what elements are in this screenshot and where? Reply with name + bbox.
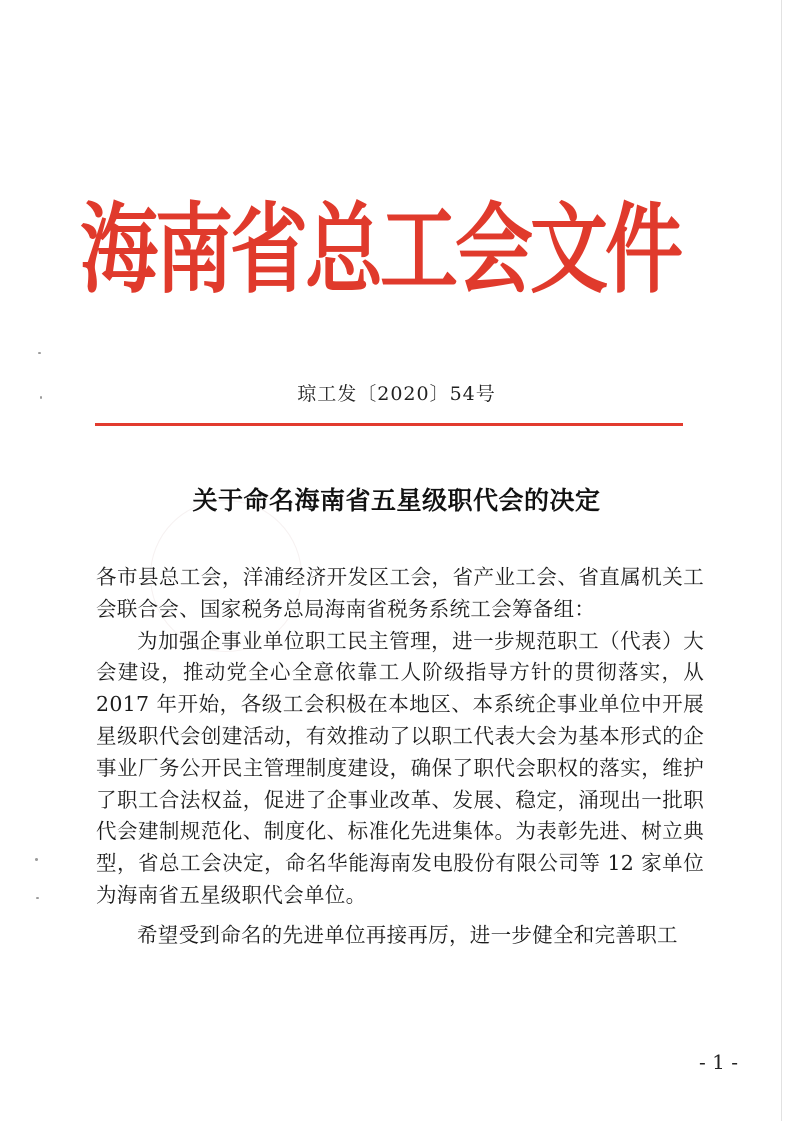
document-title: 关于命名海南省五星级职代会的决定 bbox=[192, 486, 601, 515]
scan-speck bbox=[36, 897, 39, 899]
scan-speck bbox=[35, 858, 38, 861]
document-body bbox=[96, 562, 704, 952]
scan-edge-line bbox=[781, 0, 782, 1121]
scan-speck bbox=[38, 352, 41, 354]
addressee-line: 各市县总工会，洋浦经济开发区工会，省产业工会、省直属机关工会联合会、国家税务总局海南省税务系统工会筹备组： bbox=[96, 565, 704, 621]
document-number: 琼工发〔2020〕54号 bbox=[297, 383, 496, 405]
red-separator-rule bbox=[95, 423, 683, 426]
page-number: - 1 - bbox=[699, 1050, 738, 1074]
masthead-title: 海南省总工会文件 bbox=[80, 194, 681, 308]
body-paragraph: 为加强企事业单位职工民主管理，进一步规范职工（代表）大会建设，推动党全心全意依靠工人阶级指导方针的贯彻落实，从 2017 年开始，各级工会积极在本地区、本系统企事业单位中开展星级职代会创建活动，有效推动了以职工代表大会为基本形式的企事业厂务公开民主管理制度建设，确保了职代会职权的落实，维护了职工合法权益，促进了企事业改革、发展、稳定，涌现出一批职代会建制规范化、制度化、标准化先进集体。为表彰先进、树立典型，省总工会决定，命名华能海南发电股份有限公司等 12 家单位为海南省五星级职代会单位。 bbox=[96, 628, 704, 907]
body-paragraph: 希望受到命名的先进单位再接再厉，进一步健全和完善职工 bbox=[137, 922, 678, 947]
